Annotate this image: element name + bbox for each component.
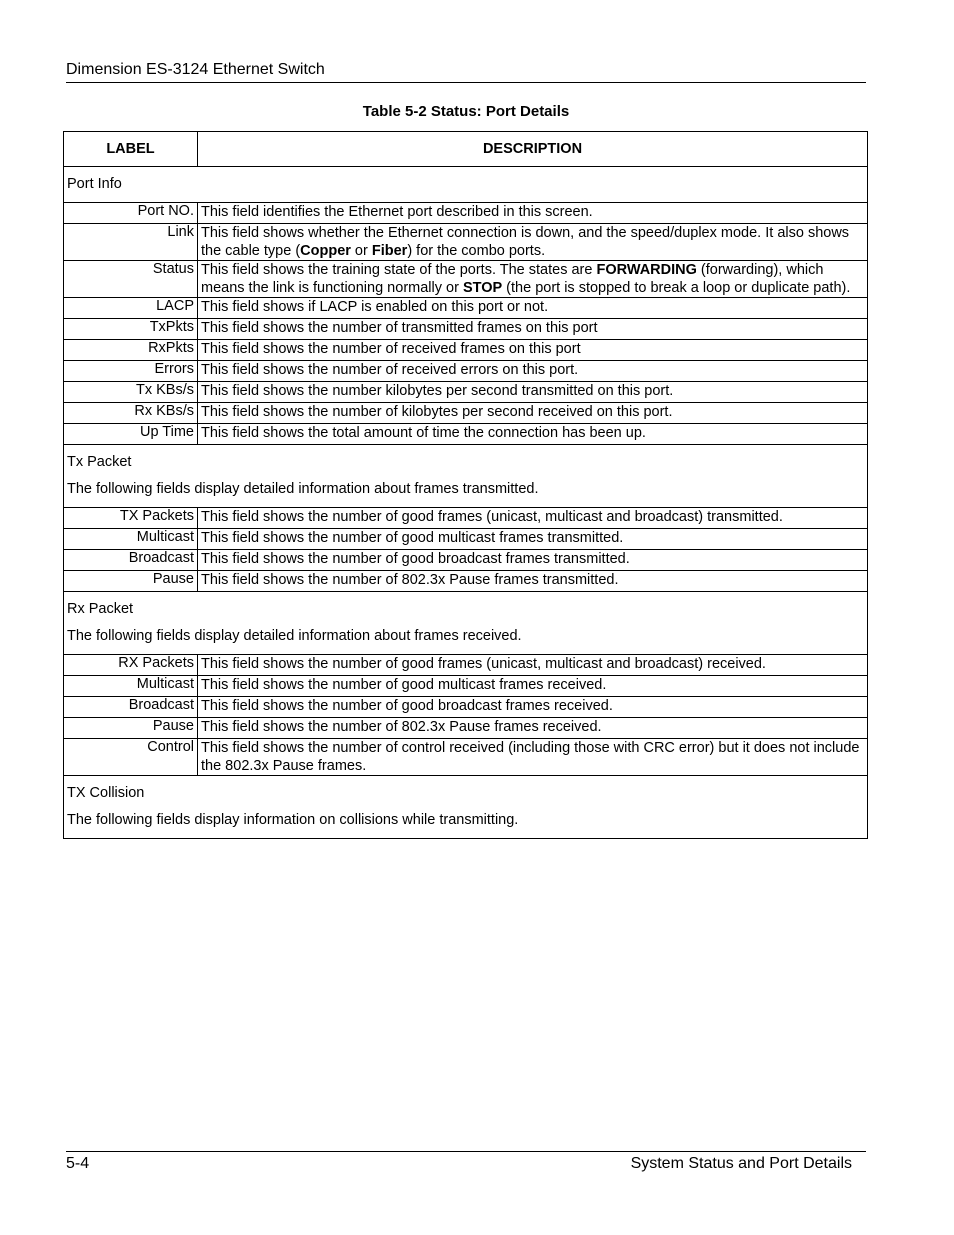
row-label: TxPkts xyxy=(64,319,198,340)
row-label: Link xyxy=(64,224,198,261)
row-label: LACP xyxy=(64,298,198,319)
chapter-title: System Status and Port Details xyxy=(630,1155,852,1172)
table-row xyxy=(64,224,868,261)
row-label: Rx KBs/s xyxy=(64,403,198,424)
row-description xyxy=(198,224,868,261)
row-label: Pause xyxy=(64,571,198,592)
table-header-row xyxy=(64,132,868,167)
table-row xyxy=(64,655,868,676)
row-description: This field shows the number of good frames (unicast, multicast and broadcast) received. xyxy=(198,655,868,676)
desc-text: This field shows the training state of the ports. The states are xyxy=(201,262,597,278)
row-description: This field shows the number of control received (including those with CRC error) but it does not include the 802.3x Pause frames. xyxy=(198,739,868,776)
table-row xyxy=(64,697,868,718)
section-note: The following fields display detailed information about frames received. xyxy=(67,628,522,644)
table-row xyxy=(64,676,868,697)
row-label: RX Packets xyxy=(64,655,198,676)
desc-text: ) for the combo ports. xyxy=(407,243,546,259)
desc-text: (forwarding), which means the link is functioning normally or xyxy=(201,262,824,296)
table-row xyxy=(64,718,868,739)
table-row xyxy=(64,550,868,571)
table-row xyxy=(64,319,868,340)
running-header xyxy=(66,60,866,83)
table-row xyxy=(64,403,868,424)
row-label: Pause xyxy=(64,718,198,739)
section-heading: Tx Packet xyxy=(67,454,132,470)
desc-emphasis: Copper xyxy=(300,243,351,259)
section-note: The following fields display detailed information about frames transmitted. xyxy=(67,481,539,497)
page-number: 5-4 xyxy=(66,1155,90,1172)
row-description: This field shows the number of good broadcast frames received. xyxy=(198,697,868,718)
row-description: This field shows the number of good multicast frames received. xyxy=(198,676,868,697)
row-label: Up Time xyxy=(64,424,198,445)
row-label: RxPkts xyxy=(64,340,198,361)
row-description: This field shows the number of received errors on this port. xyxy=(198,361,868,382)
row-label: TX Packets xyxy=(64,508,198,529)
row-description: This field shows the number of good multicast frames transmitted. xyxy=(198,529,868,550)
row-description: This field identifies the Ethernet port described in this screen. xyxy=(198,203,868,224)
row-label: Multicast xyxy=(64,529,198,550)
section-heading: Port Info xyxy=(64,167,868,203)
row-description: This field shows the total amount of time the connection has been up. xyxy=(198,424,868,445)
row-label: Port NO. xyxy=(64,203,198,224)
section-heading: TX Collision xyxy=(67,785,145,801)
desc-text: or xyxy=(350,243,372,259)
table-row xyxy=(64,508,868,529)
table-row xyxy=(64,340,868,361)
section-cell xyxy=(64,776,868,839)
row-label: Status xyxy=(64,261,198,298)
row-description: This field shows the number of kilobytes per second received on this port. xyxy=(198,403,868,424)
section-tx-collision xyxy=(64,776,868,839)
row-description xyxy=(198,261,868,298)
desc-text: (the port is stopped to break a loop or duplicate path). xyxy=(502,280,851,296)
table-row xyxy=(64,361,868,382)
section-note: The following fields display information on collisions while transmitting. xyxy=(67,812,519,828)
section-cell xyxy=(64,592,868,655)
section-port-info xyxy=(64,167,868,203)
running-footer xyxy=(66,1151,866,1174)
section-cell xyxy=(64,445,868,508)
section-heading: Rx Packet xyxy=(67,601,134,617)
row-description: This field shows the number of good frames (unicast, multicast and broadcast) transmitted. xyxy=(198,508,868,529)
row-label: Control xyxy=(64,739,198,776)
table-row xyxy=(64,382,868,403)
table-row xyxy=(64,571,868,592)
table-row xyxy=(64,298,868,319)
row-description: This field shows the number of 802.3x Pause frames transmitted. xyxy=(198,571,868,592)
row-description: This field shows the number of received frames on this port xyxy=(198,340,868,361)
row-description: This field shows the number of good broadcast frames transmitted. xyxy=(198,550,868,571)
desc-text: This field shows whether the Ethernet connection is down, and the speed/duplex mode. It also shows the cable type ( xyxy=(201,225,850,259)
section-rx-packet xyxy=(64,592,868,655)
desc-emphasis: FORWARDING xyxy=(596,262,697,278)
row-label: Tx KBs/s xyxy=(64,382,198,403)
table-row xyxy=(64,739,868,776)
row-label: Multicast xyxy=(64,676,198,697)
desc-emphasis: STOP xyxy=(462,280,503,296)
row-description: This field shows the number of 802.3x Pause frames received. xyxy=(198,718,868,739)
row-description: This field shows if LACP is enabled on this port or not. xyxy=(198,298,868,319)
section-tx-packet xyxy=(64,445,868,508)
table-row xyxy=(64,529,868,550)
row-label: Broadcast xyxy=(64,550,198,571)
row-description: This field shows the number kilobytes per second transmitted on this port. xyxy=(198,382,868,403)
row-label: Broadcast xyxy=(64,697,198,718)
row-label: Errors xyxy=(64,361,198,382)
column-header-label: LABEL xyxy=(64,132,198,167)
table-row xyxy=(64,424,868,445)
desc-emphasis: Fiber xyxy=(371,243,408,259)
table-title: Table 5-2 Status: Port Details xyxy=(362,103,570,120)
document-title: Dimension ES-3124 Ethernet Switch xyxy=(66,61,325,78)
row-description: This field shows the number of transmitted frames on this port xyxy=(198,319,868,340)
table-row xyxy=(64,203,868,224)
port-details-table xyxy=(63,131,868,839)
table-row xyxy=(64,261,868,298)
column-header-description: DESCRIPTION xyxy=(198,132,868,167)
